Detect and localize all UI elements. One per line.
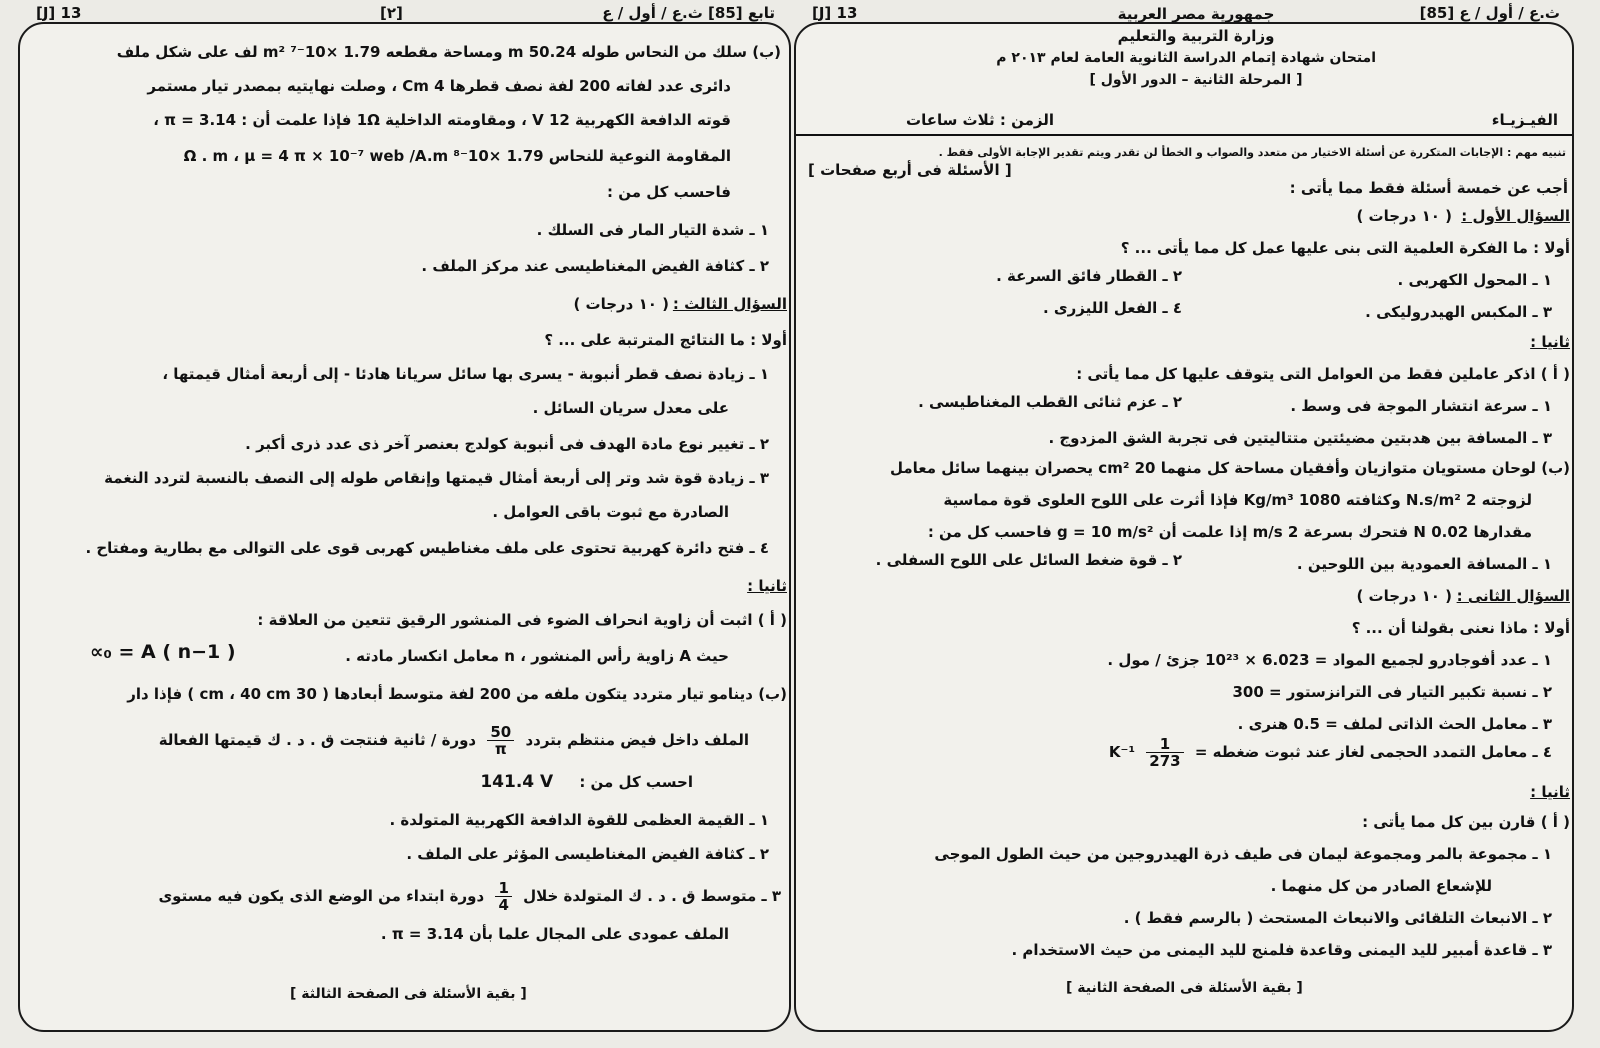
pages-note: [ الأسئلة فى أربع صفحات ] xyxy=(808,161,1012,179)
list-item: ١ ـ مجموعة بالمر ومجموعة ليمان فى طيف ذرة الهيدروجين من حيث الطول الموجى xyxy=(934,845,1552,863)
page-header-form: [J] 13 xyxy=(36,4,82,22)
list-item xyxy=(1109,736,1552,769)
unit: K⁻¹ xyxy=(1108,743,1136,761)
section-heading: السؤال الثالث : xyxy=(672,295,787,313)
page-header-code: [85] ث.ع / أول / ع xyxy=(1419,4,1560,22)
list-item: ١ ـ عدد أفوجادرو لجميع المواد = 6.023 × 10²³ جزئ / مول . xyxy=(1107,651,1552,669)
instruction: أجب عن خمسة أسئلة فقط مما يأتى : xyxy=(1289,179,1568,197)
fraction-denominator: π xyxy=(494,740,507,758)
text-fragment: ٤ ـ معامل التمدد الحجمى لغاز عند ثبوت ضغطه = xyxy=(1194,743,1552,761)
fraction-numerator: 1 xyxy=(1146,736,1183,753)
question-line xyxy=(480,772,693,793)
question-line: ( أ ) قارن بين كل مما يأتى : xyxy=(1362,813,1570,831)
subsection-heading: ثانيا : xyxy=(1530,333,1570,351)
formula: ∝₀ = A ( n−1 ) xyxy=(90,641,236,663)
list-item: ٣ ـ قاعدة أمبير لليد اليمنى وقاعدة فلمنج لليد اليمنى من حيث الاستخدام . xyxy=(1011,941,1552,959)
exam-title: امتحان شهادة إتمام الدراسة الثانوية العامة لعام ٢٠١٣ م xyxy=(996,50,1376,66)
question-line: ( أ ) اثبت أن زاوية انحراف الضوء فى المنشور الرقيق تتعين من العلاقة : xyxy=(257,611,787,629)
list-item: الملف عمودى على المجال علما بأن π = 3.14 . xyxy=(380,925,729,943)
subject-title: الفيـزيـاء xyxy=(1491,111,1558,129)
list-item: الصادرة مع ثبوت باقى العوامل . xyxy=(492,503,729,521)
text-fragment: دورة / ثانية فنتجت ق . د . ك قيمتها الفعالة xyxy=(158,731,477,749)
list-item: ١ ـ المسافة العمودية بين اللوحين . xyxy=(1296,555,1552,573)
list-item: ٢ ـ عزم ثنائى القطب المغناطيسى . xyxy=(918,393,1182,411)
list-item: ٣ ـ المكبس الهيدروليكى . xyxy=(1365,303,1552,321)
text-fragment: دورة ابتداء من الوضع الذى يكون فيه مستوى xyxy=(158,887,485,905)
subsection-heading: أولا : ما الفكرة العلمية التى بنى عليها عمل كل مما يأتى ... ؟ xyxy=(1120,239,1570,257)
list-item: ٢ ـ كثافة الفيض المغناطيسى المؤثر على الملف . xyxy=(406,845,769,863)
section-heading: السؤال الثانى : xyxy=(1456,587,1570,605)
list-item: ٤ ـ فتح دائرة كهربية تحتوى على ملف مغناطيس كهربى قوى على التوالى مع بطارية ومفتاح . xyxy=(85,539,769,557)
subsection-heading: ثانيا : xyxy=(1530,783,1570,801)
list-item: ٢ ـ كثافة الفيض المغناطيسى عند مركز الملف . xyxy=(421,257,769,275)
subsection-heading: أولا : ماذا نعنى بقولنا أن ... ؟ xyxy=(1351,619,1570,637)
country-title: جمهورية مصر العربية xyxy=(1117,5,1275,23)
question-line xyxy=(159,724,749,757)
page-header-form: [J] 13 xyxy=(812,4,858,22)
fraction xyxy=(487,724,514,757)
value: 141.4 V xyxy=(480,772,554,792)
list-item xyxy=(158,880,781,913)
fraction-numerator: 50 xyxy=(487,724,514,741)
list-item: ١ ـ سرعة انتشار الموجة فى وسط . xyxy=(1290,397,1552,415)
fraction xyxy=(495,880,511,913)
subsection-heading: أولا : ما النتائج المترتبة على ... ؟ xyxy=(544,331,787,349)
fraction-numerator: 1 xyxy=(495,880,511,897)
list-item: ٣ ـ المسافة بين هدبتين مضيئتين متتاليتين فى تجربة الشق المزدوج . xyxy=(1048,429,1552,447)
question-line: مقدارها 0.02 N فتحرك بسرعة 2 m/s إذا علمت أن g = 10 m/s² فاحسب كل من : xyxy=(927,523,1532,541)
list-item: للإشعاع الصادر من كل منهما . xyxy=(1270,877,1492,895)
question-line: فاحسب كل من : xyxy=(607,183,731,201)
marks-label: ( ١٠ درجات ) xyxy=(573,295,669,313)
divider xyxy=(796,134,1572,136)
section-heading: السؤال الأول : xyxy=(1461,207,1570,225)
question-line: المقاومة النوعية للنحاس 1.79 ×10⁻⁸ Ω . m ، μ = 4 π × 10⁻⁷ web /A.m xyxy=(183,147,731,165)
page-footer: [ بقية الأسئلة فى الصفحة الثانية ] xyxy=(1066,980,1303,996)
page-footer: [ بقية الأسئلة فى الصفحة الثالثة ] xyxy=(290,986,527,1002)
page-header-code: تابع [85] ث.ع / أول / ع xyxy=(602,4,775,22)
subsection-heading: ثانيا : xyxy=(747,577,787,595)
list-item: ٢ ـ الانبعاث التلقائى والانبعاث المستحث ( بالرسم فقط ) . xyxy=(1123,909,1552,927)
list-item: ١ ـ المحول الكهربى . xyxy=(1397,271,1552,289)
exam-page-1 xyxy=(794,4,1574,1032)
fraction-denominator: 273 xyxy=(1149,752,1181,770)
list-item: ١ ـ زيادة نصف قطر أنبوبة - يسرى بها سائل سريانا هادئا - إلى أربعة أمثال قيمتها ، xyxy=(162,365,769,383)
question-line: ( أ ) اذكر عاملين فقط من العوامل التى يتوقف عليها كل مما يأتى : xyxy=(1076,365,1570,383)
exam-session: [ المرحلة الثانية – الدور الأول ] xyxy=(1089,72,1303,88)
fraction-denominator: 4 xyxy=(498,896,509,914)
text-fragment: احسب كل من : xyxy=(579,773,693,791)
list-item: ٢ ـ قوة ضغط السائل على اللوح السفلى . xyxy=(875,551,1182,569)
question-line: (ب) سلك من النحاس طوله 50.24 m ومساحة مقطعه 1.79 ×10⁻⁷ m² لف على شكل ملف xyxy=(116,43,781,61)
question-line: لزوجته 2 N.s/m² وكثافته 1080 Kg/m³ فإذا أثرت على اللوح العلوى قوة مماسية xyxy=(943,491,1532,509)
ministry-title: وزارة التربية والتعليم xyxy=(1117,27,1275,45)
exam-time: الزمن : ثلاث ساعات xyxy=(906,111,1054,129)
question-line: (ب) لوحان مستويان متوازيان وأفقيان مساحة كل منهما 20 cm² يحصران بينهما سائل معامل xyxy=(889,459,1570,477)
question-line: (ب) دينامو تيار متردد يتكون ملفه من 200 لفة متوسط أبعادها ( 30 cm ، 40 cm ) فإذا دار xyxy=(127,685,787,703)
list-item: ١ ـ القيمة العظمى للقوة الدافعة الكهربية المتولدة . xyxy=(389,811,769,829)
page-number: [٢] xyxy=(380,4,403,22)
list-item: ٢ ـ نسبة تكبير التيار فى الترانزستور = 300 xyxy=(1232,683,1552,701)
exam-page-2 xyxy=(18,4,791,1032)
question-line: دائرى عدد لفاته 200 لفة نصف قطرها 4 Cm ، وصلت نهايتيه بمصدر تيار مستمر xyxy=(147,77,731,95)
text-fragment: الملف داخل فيض منتظم بتردد xyxy=(525,731,749,749)
question-line: حيث A زاوية رأس المنشور ، n معامل انكسار مادته . xyxy=(345,647,729,665)
question-line: قوته الدافعة الكهربية 12 V ، ومقاومته الداخلية 1Ω فإذا علمت أن : π = 3.14 ، xyxy=(153,111,731,129)
list-item: ٢ ـ القطار فائق السرعة . xyxy=(996,267,1182,285)
list-item: على معدل سريان السائل . xyxy=(532,399,729,417)
text-fragment: ٣ ـ متوسط ق . د . ك المتولدة خلال xyxy=(523,887,781,905)
marks-label: ( ١٠ درجات ) xyxy=(1356,207,1452,225)
marks-label: ( ١٠ درجات ) xyxy=(1356,587,1452,605)
list-item: ٢ ـ تغيير نوع مادة الهدف فى أنبوبة كولدج بعنصر آخر ذى عدد ذرى أكبر . xyxy=(245,435,769,453)
list-item: ٣ ـ زيادة قوة شد وتر إلى أربعة أمثال قيمتها وإنقاص طوله إلى النصف بالنسبة لتردد النغمة xyxy=(104,469,769,487)
notice: تنبيه مهم : الإجابات المتكررة عن أسئلة الاختيار من متعدد والصواب و الخطأ لن تقدر ويتم تقدير الإجابة الأولى فقط . xyxy=(938,146,1566,159)
list-item: ٤ ـ الفعل الليزرى . xyxy=(1042,299,1182,317)
fraction xyxy=(1146,736,1183,769)
list-item: ١ ـ شدة التيار المار فى السلك . xyxy=(536,221,769,239)
list-item: ٣ ـ معامل الحث الذاتى لملف = 0.5 هنرى . xyxy=(1237,715,1552,733)
